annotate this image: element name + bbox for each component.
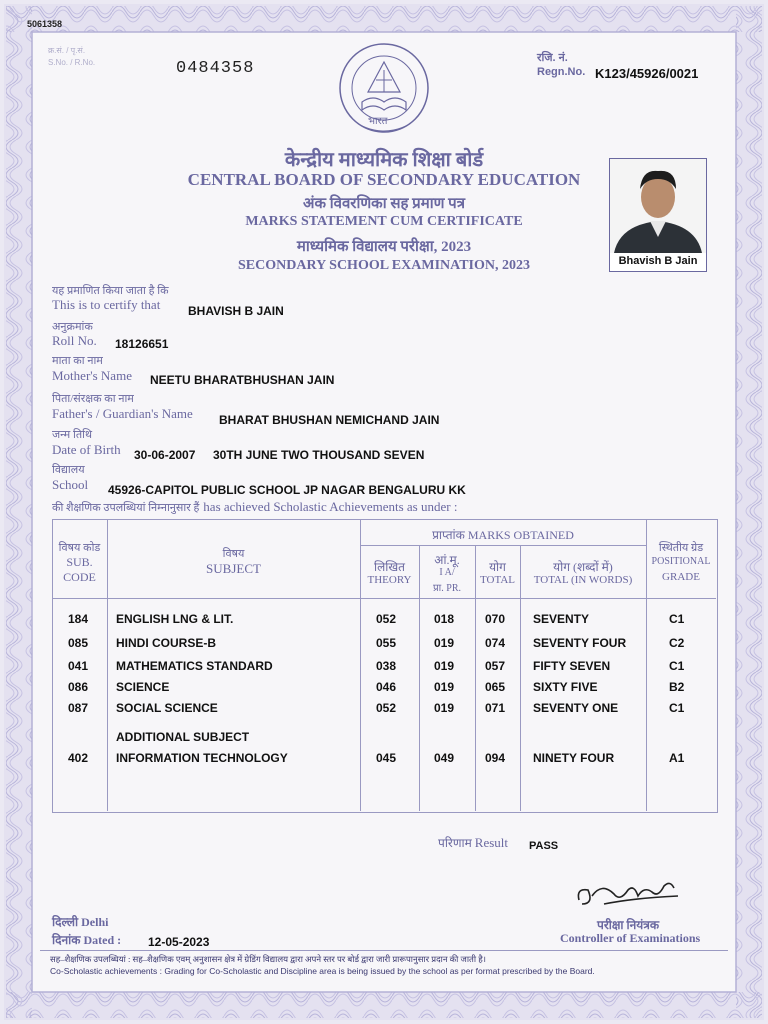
- additional-subject-label: ADDITIONAL SUBJECT: [116, 730, 250, 744]
- father-label-en: Father's / Guardian's Name: [52, 406, 193, 421]
- header-words-en: TOTAL (IN WORDS): [533, 574, 633, 586]
- certificate-title-en: MARKS STATEMENT CUM CERTIFICATE: [245, 214, 523, 229]
- dob-label-hi: जन्म तिथि: [52, 429, 92, 441]
- row-3-theory: 038: [376, 659, 397, 673]
- row-1-words: SEVENTY: [533, 612, 590, 626]
- exam-name-hi: माध्यमिक विद्यालय परीक्षा, 2023: [296, 239, 472, 255]
- header-words-hi: योग (शब्दों में): [553, 560, 613, 574]
- certificate-title-hi: अंक विवरणिका सह प्रमाण पत्र: [303, 196, 465, 212]
- school-name: 45926-CAPITOL PUBLIC SCHOOL JP NAGAR BENGALURU KK: [108, 483, 466, 497]
- result-label-en: Result: [474, 835, 509, 850]
- row-5-ia: 019: [434, 701, 455, 715]
- office-stamp: [48, 45, 95, 69]
- row-6-grade: A1: [669, 751, 685, 765]
- row-5-theory: 052: [376, 701, 397, 715]
- issue-date: 12-05-2023: [148, 935, 210, 949]
- header-code-en2: CODE: [63, 570, 96, 584]
- achievement-line: [52, 498, 457, 516]
- header-grade-en2: GRADE: [662, 571, 700, 583]
- row-3-total: 057: [485, 659, 506, 673]
- student-photo-frame: [609, 158, 707, 272]
- controller-title-en: Controller of Examinations: [560, 931, 701, 945]
- row-1-subject: ENGLISH LNG & LIT.: [116, 612, 234, 626]
- student-photo: [610, 159, 706, 253]
- row-4-theory: 046: [376, 680, 397, 694]
- student-name: BHAVISH B JAIN: [188, 304, 284, 318]
- dated-label-en: Dated :: [83, 933, 122, 947]
- place-label: [52, 913, 108, 930]
- row-6-subject: INFORMATION TECHNOLOGY: [116, 751, 288, 765]
- serial-number: 5061358: [27, 19, 63, 29]
- exam-name-en: SECONDARY SCHOOL EXAMINATION, 2023: [238, 258, 530, 273]
- stamp-line-2: S.No. / R.No.: [48, 58, 96, 67]
- achievement-line-en: has achieved Scholastic Achievements as under :: [203, 499, 458, 514]
- row-4-grade: B2: [669, 680, 685, 694]
- father-name: BHARAT BHUSHAN NEMICHAND JAIN: [219, 413, 440, 427]
- footer-note-hi: सह–शैक्षणिक उपलब्धियां : सह–शैक्षणिक एवम् अनुशासन क्षेत्र में ग्रेडिंग विद्यालय द्वारा अपने स्तर पर बोर्ड द्वारा जारी प्रारूपानुसार प्रदान की जाती है।: [50, 954, 486, 964]
- photo-caption: Bhavish B Jain: [618, 255, 698, 267]
- row-5-total: 071: [485, 701, 506, 715]
- document-number: 0484358: [176, 59, 255, 78]
- header-grade-en1: POSITIONAL: [651, 556, 711, 567]
- row-4-code: 086: [68, 680, 89, 694]
- regn-label-hi: रजि. नं.: [537, 52, 568, 64]
- result-label-hi: परिणाम: [438, 836, 472, 850]
- board-name-en: CENTRAL BOARD OF SECONDARY EDUCATION: [187, 170, 581, 189]
- row-1-total: 070: [485, 612, 506, 626]
- header-ia-en1: I A/: [439, 567, 455, 578]
- header-total-en: TOTAL: [480, 574, 515, 586]
- header-theory-en: THEORY: [367, 574, 412, 586]
- row-3-grade: C1: [669, 659, 685, 673]
- row-5-subject: SOCIAL SCIENCE: [116, 701, 218, 715]
- controller-title-hi: परीक्षा नियंत्रक: [597, 918, 660, 932]
- row-3-ia: 019: [434, 659, 455, 673]
- dated-label-hi: दिनांक: [52, 933, 81, 947]
- row-6-ia: 049: [434, 751, 455, 765]
- row-2-theory: 055: [376, 636, 397, 650]
- roll-number: 18126651: [115, 337, 169, 351]
- row-2-code: 085: [68, 636, 89, 650]
- row-6-total: 094: [485, 751, 506, 765]
- achievement-line-hi: की शैक्षणिक उपलब्धियां निम्नानुसार हैं: [52, 502, 200, 514]
- row-4-ia: 019: [434, 680, 455, 694]
- result-label: [438, 834, 508, 851]
- father-label-hi: पिता/संरक्षक का नाम: [52, 393, 134, 405]
- certify-label-hi: यह प्रमाणित किया जाता है कि: [52, 285, 169, 297]
- dob-label-en: Date of Birth: [52, 442, 121, 457]
- header-ia-en2: प्रा. PR.: [432, 583, 461, 594]
- row-6-words: NINETY FOUR: [533, 751, 615, 765]
- dated-label: [52, 931, 121, 948]
- place-label-hi: दिल्ली: [52, 915, 79, 929]
- row-4-subject: SCIENCE: [116, 680, 170, 694]
- row-2-ia: 019: [434, 636, 455, 650]
- regn-number: K123/45926/0021: [595, 66, 699, 81]
- roll-label-hi: अनुक्रमांक: [52, 321, 93, 333]
- row-6-code: 402: [68, 751, 89, 765]
- header-code-en1: SUB.: [66, 555, 93, 569]
- row-1-ia: 018: [434, 612, 455, 626]
- logo-country: भारत: [368, 116, 388, 127]
- header-grade-hi: स्थितीय ग्रेड: [658, 542, 704, 554]
- row-1-code: 184: [68, 612, 89, 626]
- row-4-words: SIXTY FIVE: [533, 680, 598, 694]
- row-2-words: SEVENTY FOUR: [533, 636, 627, 650]
- footer-note-en: Co-Scholastic achievements : Grading for Co-Scholastic and Discipline area is being issued by the school as per format prescribed by the Board.: [50, 966, 595, 976]
- header-subject-en: SUBJECT: [206, 561, 261, 576]
- header-total-hi: योग: [489, 560, 506, 574]
- row-3-subject: MATHEMATICS STANDARD: [116, 659, 273, 673]
- mother-name: NEETU BHARATBHUSHAN JAIN: [150, 373, 335, 387]
- row-4-total: 065: [485, 680, 506, 694]
- dob-words: 30TH JUNE TWO THOUSAND SEVEN: [213, 448, 425, 462]
- regn-label-en: Regn.No.: [537, 66, 586, 78]
- row-5-code: 087: [68, 701, 89, 715]
- mother-label-hi: माता का नाम: [52, 355, 103, 367]
- row-3-words: FIFTY SEVEN: [533, 659, 611, 673]
- row-6-theory: 045: [376, 751, 397, 765]
- dob-value: 30-06-2007: [134, 448, 196, 462]
- row-2-total: 074: [485, 636, 506, 650]
- board-name-hi: केन्द्रीय माध्यमिक शिक्षा बोर्ड: [284, 149, 484, 171]
- mother-label-en: Mother's Name: [52, 368, 132, 383]
- result-value: PASS: [529, 840, 559, 852]
- header-marks-obtained: प्राप्तांक MARKS OBTAINED: [432, 528, 574, 542]
- roll-label-en: Roll No.: [52, 333, 97, 348]
- header-theory-hi: लिखित: [373, 560, 405, 574]
- school-label-hi: विद्यालय: [52, 464, 85, 476]
- header-code-hi: विषय कोड: [58, 542, 101, 554]
- row-1-grade: C1: [669, 612, 685, 626]
- school-label-en: School: [52, 477, 89, 492]
- row-2-subject: HINDI COURSE-B: [116, 636, 217, 650]
- place-label-en: Delhi: [81, 915, 109, 929]
- row-3-code: 041: [68, 659, 89, 673]
- controller-signature: [574, 874, 684, 914]
- certify-label-en: This is to certify that: [52, 297, 161, 312]
- row-1-theory: 052: [376, 612, 397, 626]
- row-2-grade: C2: [669, 636, 685, 650]
- header-subject-hi: विषय: [222, 548, 245, 560]
- header-ia-hi: आं.मू.: [434, 553, 460, 567]
- footer-divider: [40, 950, 728, 951]
- row-5-words: SEVENTY ONE: [533, 701, 619, 715]
- row-5-grade: C1: [669, 701, 685, 715]
- stamp-line-1: क्र.सं. / पृ.सं.: [48, 46, 86, 55]
